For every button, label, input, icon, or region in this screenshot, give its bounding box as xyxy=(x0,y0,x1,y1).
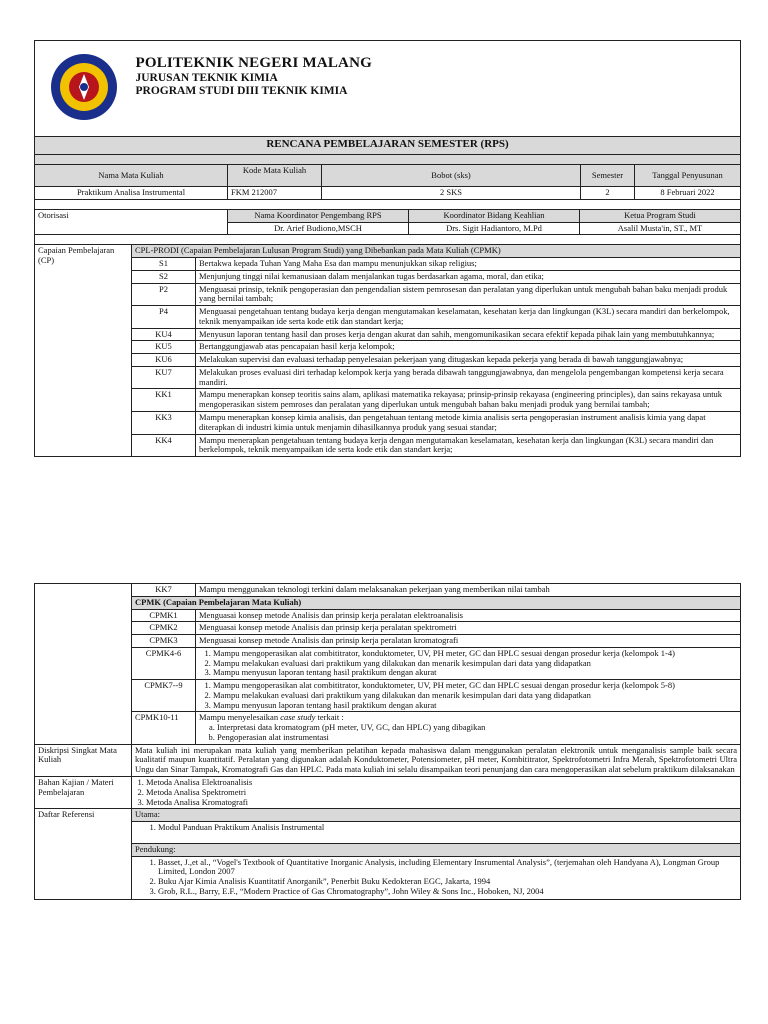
th-semester: Semester xyxy=(581,165,635,187)
program-name: PROGRAM STUDI DIII TEKNIK KIMIA xyxy=(135,85,348,98)
materials-item: 3. Metoda Analisa Kromatografi xyxy=(146,798,737,808)
institution-name: POLITEKNIK NEGERI MALANG xyxy=(135,55,372,71)
page-1 xyxy=(0,40,768,526)
cpl-header: CPL-PRODI (Capaian Pembelajaran Lulusan Program Studi) yang Dibebankan pada Mata Kuliah (CPMK) xyxy=(132,245,741,258)
materials-item: 1. Metoda Analisa Elektroanalisis xyxy=(146,778,737,788)
cpl-code: KK1 xyxy=(132,389,196,412)
course-weight: 2 SKS xyxy=(322,187,581,200)
cpmk-text: Menguasai konsep metode Analisis dan prinsip kerja peralatan spektrometri xyxy=(196,622,741,635)
th-program-head: Ketua Program Studi xyxy=(580,209,741,222)
cpmk-list-item: 1. Mampu mengoperasikan alat combititrator, konduktometer, UV, PH meter, GC dan HPLC sesuai dengan prosedur kerja (kelompok 1-4) xyxy=(213,649,737,659)
reference-item: 1. Basset, J.,et al., “Vogel's Textbook of Quantitative Inorganic Analysis, including Elementary Insrumental Analysis”, (terjemahan oleh Handyana A), Longman Group Limited, London 2007 xyxy=(158,858,737,878)
cpmk-code: CPMK2 xyxy=(132,622,196,635)
description-label: Diskripsi Singkat Mata Kuliah xyxy=(35,744,132,776)
th-course-name: Nama Mata Kuliah xyxy=(35,165,228,187)
cpl-text: Melakukan proses evaluasi diri terhadap kelompok kerja yang berada dibawah tanggungjawabnya, dan mengelola pengembangan kompetensi kerja secara mandiri. xyxy=(196,366,741,389)
polinema-logo-icon xyxy=(49,52,119,122)
cpmk-code: CPMK7--9 xyxy=(132,680,196,712)
reference-item: 1. Modul Panduan Praktikum Analisis Instrumental xyxy=(158,823,737,833)
th-weight: Bobot (sks) xyxy=(322,165,581,187)
field-coordinator-name: Drs. Sigit Hadiantoro, M.Pd xyxy=(409,222,580,235)
cpl-code: P2 xyxy=(132,283,196,306)
course-name: Praktikum Analisa Instrumental xyxy=(35,187,228,200)
header-table xyxy=(34,40,741,165)
page-2 xyxy=(0,583,768,1024)
cpmk-code: CPMK4-6 xyxy=(132,647,196,679)
cpl-code: KU5 xyxy=(132,341,196,354)
cpl-text: Mampu menerapkan konsep kimia analisis, dan pengetahuan tentang metode kimia analisis serta pengoperasian instrument analisis kimia yang dapat diterapkan di industri kimia untuk menjamin dihasilkannya produk yang sesuai standar; xyxy=(196,412,741,435)
intro-text: Mampu menyelesaikan xyxy=(199,712,281,723)
materials-list xyxy=(132,777,741,809)
rps-coordinator-name: Dr. Arief Budiono,MSCH xyxy=(228,222,409,235)
cpl-code: S2 xyxy=(132,270,196,283)
cpmk-code: CPMK1 xyxy=(132,609,196,622)
case-study-item: b. Pengoperasian alat instrumentasi xyxy=(217,733,737,743)
references-main-label: Utama: xyxy=(132,809,740,822)
th-field-coordinator: Koordinator Bidang Keahlian xyxy=(409,209,580,222)
cpmk-list-item: 3. Mampu menyusun laporan tentang hasil praktikum dengan akurat xyxy=(213,701,737,711)
department-name: JURUSAN TEKNIK KIMIA xyxy=(135,72,278,85)
cpmk-list-item: 1. Mampu mengoperasikan alat combititrator, konduktometer, UV, PH meter, GC dan HPLC sesuai dengan prosedur kerja (kelompok 5-8) xyxy=(213,681,737,691)
th-rps-coordinator: Nama Koordinator Pengembang RPS xyxy=(228,209,409,222)
cpl-text: Mampu menerapkan konsep teoritis sains alam, aplikasi matematika rekayasa; prinsip-prinsip rekayasa (engineering principles), dan sains rekayasa untuk mengoperasikan sistem pemroses dan peralatan yang diperlukan untuk mengubah bahan baku menjadi produk yang bernilai tambah; xyxy=(196,389,741,412)
spacer-row xyxy=(35,235,741,245)
cpmk-code: CPMK10-11 xyxy=(132,712,196,744)
case-study-item: a. Interpretasi data kromatogram (pH meter, UV, GC, dan HPLC) yang dibagikan xyxy=(217,723,737,733)
description-text: Mata kuliah ini merupakan mata kuliah yang memberikan pelatihan kepada mahasiswa dalam menggunakan peralatan elektronik untuk menganalisis sample baik secara kualitatif maupun kuantitatif. Peralatan yang digunakan adalah Konduktometer, Potensiometer, pH meter, Kombititrator, Spektrofotometri Infra Merah, Spektrofotometri Ultra Ungu dan Sinar Tampak, Kromatografi Gas dan HPLC. Pada mata kuliah ini selalu disampaikan teori penunjang dan cara mengoperasikan alat sebelum praktikum dilaksanakan xyxy=(132,744,741,776)
intro-text: terkait : xyxy=(315,712,344,723)
cpl-code: KK7 xyxy=(132,584,196,597)
cp-table xyxy=(34,244,741,457)
reference-item: 2. Buku Ajar Kimia Analisis Kuantitatif Anorganik”, Penerbit Buku Kedokteran EGC, Jakarta, 1994 xyxy=(158,877,737,887)
course-code: FKM 212007 xyxy=(228,187,322,200)
description-table xyxy=(34,744,741,900)
cpl-text: Mampu menerapkan pengetahuan tentang budaya kerja dengan mengutamakan keselamatan, kesehatan kerja dan lingkungan (K3L) secara mandiri dan berkelompok, teknik menyampaikan ide serta kode etik dan standart kerja; xyxy=(196,434,741,457)
materials-item: 2. Metoda Analisa Spektrometri xyxy=(146,788,737,798)
materials-label: Bahan Kajian / Materi Pembelajaran xyxy=(35,777,132,809)
cpl-text: Melakukan supervisi dan evaluasi terhadap penyelesaian pekerjaan yang ditugaskan kepada pekerja yang berada di bawah tanggungjawabnya; xyxy=(196,354,741,367)
th-course-code: Kode Mata Kuliah xyxy=(228,165,322,187)
cpmk-case-study xyxy=(196,712,741,744)
course-table xyxy=(34,164,741,210)
cpl-code: KK4 xyxy=(132,434,196,457)
cpl-code: KU4 xyxy=(132,328,196,341)
cpl-text: Bertanggungjawab atas pencapaian hasil kerja kelompok; xyxy=(196,341,741,354)
cpl-code: KU6 xyxy=(132,354,196,367)
cpl-code: P4 xyxy=(132,306,196,329)
cp-label: Capaian Pembelajaran (CP) xyxy=(35,245,132,457)
program-head-name: Asalil Musta'in, ST., MT xyxy=(580,222,741,235)
intro-emphasis: case study xyxy=(280,712,316,723)
cpmk-header: CPMK (Capaian Pembelajaran Mata Kuliah) xyxy=(132,596,741,609)
course-semester: 2 xyxy=(581,187,635,200)
spacer-row xyxy=(35,155,741,165)
doc-title: RENCANA PEMBELAJARAN SEMESTER (RPS) xyxy=(35,137,741,155)
references-main xyxy=(132,809,741,844)
authorization-table xyxy=(34,209,741,246)
course-date: 8 Februari 2022 xyxy=(635,187,741,200)
cpmk-table xyxy=(34,583,741,745)
cpl-text: Menguasai prinsip, teknik pengoperasian dan pengendalian sistem pemrosesan dan peralatan yang diperlukan untuk mengubah bahan baku menjadi produk yang bernilai tambah; xyxy=(196,283,741,306)
cpl-text: Menguasai pengetahuan tentang budaya kerja dengan mengutamakan keselamatan, kesehatan kerja dan lingkungan (K3L) secara mandiri dan berkelompok, teknik menyampaikan ide serta kode etik dan standart kerja; xyxy=(196,306,741,329)
cpmk-text: Menguasai konsep metode Analisis dan prinsip kerja peralatan kromatografi xyxy=(196,635,741,648)
reference-item: 3. Grob, R.L., Barry, E.F., “Modern Practice of Gas Chromatography”, John Wiley & Sons Inc., Hoboken, NJ, 2004 xyxy=(158,887,737,897)
cpl-code: KU7 xyxy=(132,366,196,389)
spacer-row xyxy=(35,199,741,209)
th-date: Tanggal Penyusunan xyxy=(635,165,741,187)
cpmk-code: CPMK3 xyxy=(132,635,196,648)
cpmk-list xyxy=(196,647,741,679)
references-support-label: Pendukung: xyxy=(132,844,740,857)
cpl-code: KK3 xyxy=(132,412,196,435)
references-label: Daftar Referensi xyxy=(35,809,132,899)
cpl-code: S1 xyxy=(132,258,196,271)
authorization-label: Otorisasi xyxy=(35,209,228,235)
cpmk-list xyxy=(196,680,741,712)
cpl-text: Menyusun laporan tentang hasil dan proses kerja dengan akurat dan sahih, mengomunikasikan secara efektif kepada pihak lain yang membutuhkannya; xyxy=(196,328,741,341)
cpl-text: Mampu menggunakan teknologi terkini dalam melaksanakan pekerjaan yang memberikan nilai tambah xyxy=(196,584,741,597)
cpmk-list-item: 2. Mampu melakukan evaluasi dari praktikum yang dilakukan dan menarik kesimpulan dari data yang didapatkan xyxy=(213,659,737,669)
cpmk-list-item: 2. Mampu melakukan evaluasi dari praktikum yang dilakukan dan menarik kesimpulan dari data yang didapatkan xyxy=(213,691,737,701)
cpmk-text: Menguasai konsep metode Analisis dan prinsip kerja peralatan elektroanalisis xyxy=(196,609,741,622)
references-support xyxy=(132,843,741,899)
cpmk-list-item: 3. Mampu menyusun laporan tentang hasil praktikum dengan akurat xyxy=(213,668,737,678)
cpl-text: Bertakwa kepada Tuhan Yang Maha Esa dan mampu menunjukkan sikap religius; xyxy=(196,258,741,271)
cpl-text: Menjunjung tinggi nilai kemanusiaan dalam menjalankan tugas berdasarkan agama, moral, dan etika; xyxy=(196,270,741,283)
cp-continued-label xyxy=(35,584,132,745)
